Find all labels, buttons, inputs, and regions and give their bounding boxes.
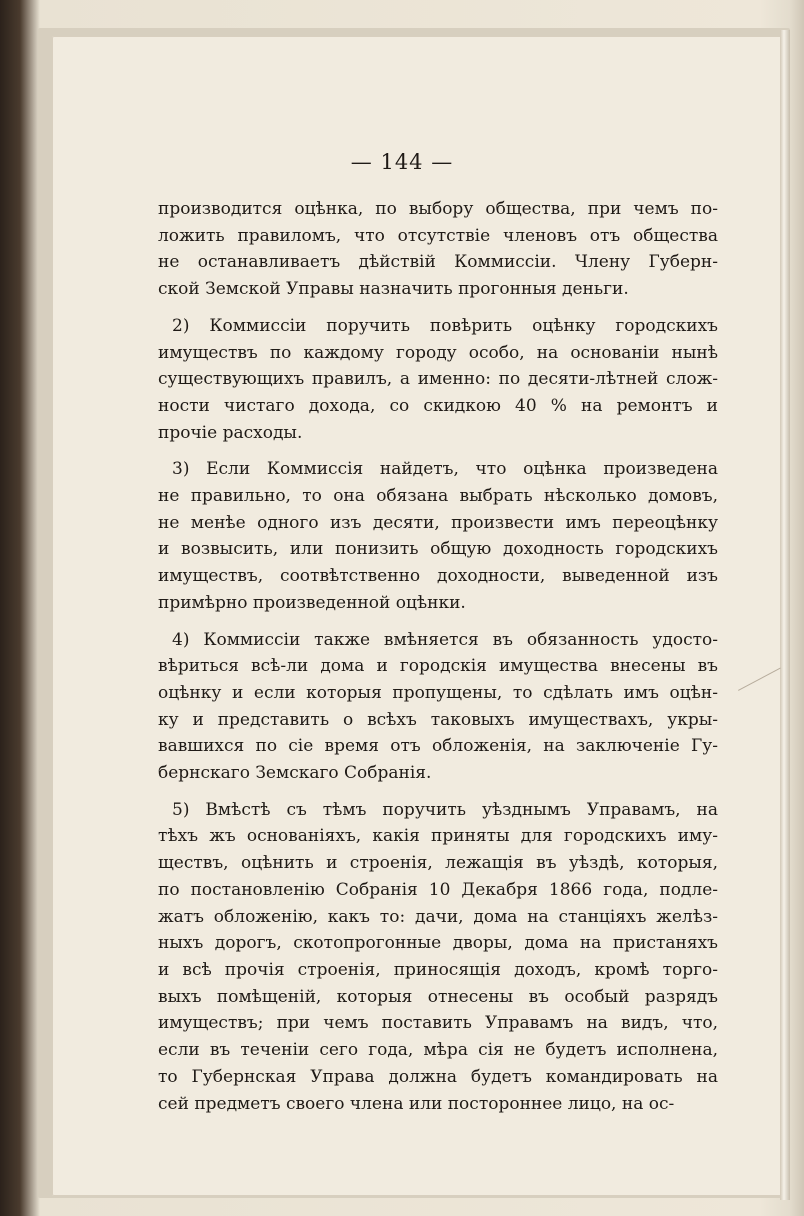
text-line: примѣрно произведенной оцѣнки. xyxy=(158,592,466,613)
text-line: если въ теченіи сего года, мѣра сія не будетъ исполнена, xyxy=(158,1040,718,1061)
text-line: ской Земской Управы назначить прогонныя деньги. xyxy=(158,279,629,300)
text-line: то Губернская Управа должна будетъ командировать на xyxy=(158,1066,718,1087)
text-line: и возвысить, или понизить общую доходность городскихъ xyxy=(158,539,718,560)
text-line: ложить правиломъ, что отсутствіе членовъ отъ общества xyxy=(158,225,718,246)
text-line: бернскаго Земскаго Собранія. xyxy=(158,763,432,784)
text-line: не правильно, то она обязана выбрать нѣсколько домовъ, xyxy=(158,486,718,507)
text-line: жатъ обложенію, какъ то: дачи, дома на станціяхъ желѣз- xyxy=(158,906,718,927)
text-line: не менѣе одного изъ десяти, произвести имъ переоцѣнку xyxy=(158,512,718,533)
paragraph-2 xyxy=(158,313,718,447)
text-line: сей предметъ своего члена или постороннее лицо, на ос- xyxy=(158,1093,675,1114)
text-line: прочіе расходы. xyxy=(158,422,303,443)
text-line: по постановленію Собранія 10 Декабря 1866 года, подле- xyxy=(158,879,718,900)
text-line: выхъ помѣщеній, которыя отнесены въ особый разрядъ xyxy=(158,986,718,1007)
text-line: и всѣ прочія строенія, приносящія доходъ, кромѣ торго- xyxy=(158,959,718,980)
paragraph-3 xyxy=(158,456,718,616)
page-number: — 144 — xyxy=(350,150,454,174)
text-line: имуществъ, соотвѣтственно доходности, выведенной изъ xyxy=(158,566,718,587)
page-edge xyxy=(780,30,790,1200)
paragraph-5 xyxy=(158,797,718,1117)
text-line: ществъ, оцѣнить и строенія, лежащія въ уѣздѣ, которыя, xyxy=(158,853,718,874)
text-line: вѣриться всѣ-ли дома и городскія имущества внесены въ xyxy=(158,656,718,677)
text-line: производится оцѣнка, по выбору общества, при чемъ по- xyxy=(158,199,718,219)
text-line: оцѣнку и если которыя пропущены, то сдѣлать имъ оцѣн- xyxy=(158,682,718,703)
text-line: ности чистаго дохода, со скидкою 40 % на ремонтъ и xyxy=(158,395,718,416)
text-line: ныхъ дорогъ, скотопрогонные дворы, дома на пристаняхъ xyxy=(158,933,718,954)
text-line: тѣхъ жъ основаніяхъ, какія приняты для городскихъ иму- xyxy=(158,826,718,847)
paragraph-4 xyxy=(158,627,718,787)
text-line: 5) Вмѣстѣ съ тѣмъ поручить уѣзднымъ Управамъ, на xyxy=(172,799,718,820)
text-line: 4) Коммиссіи также вмѣняется въ обязанность удосто- xyxy=(172,629,718,650)
text-line: вавшихся по сіе время отъ обложенія, на заключеніе Гу- xyxy=(158,736,718,757)
text-line: имуществъ по каждому городу особо, на основаніи нынѣ xyxy=(158,342,718,363)
text-line: существующихъ правилъ, а именно: по десяти-лѣтней слож- xyxy=(158,369,718,390)
page-text xyxy=(158,196,718,1127)
text-line: 3) Если Коммиссія найдетъ, что оцѣнка произведена xyxy=(172,459,718,480)
paragraph-1 xyxy=(158,196,718,303)
text-line: 2) Коммиссіи поручить повѣрить оцѣнку городскихъ xyxy=(172,315,718,336)
text-line: ку и представить о всѣхъ таковыхъ имуществахъ, укры- xyxy=(158,709,718,730)
text-line: не останавливаетъ дѣйствій Коммиссіи. Члену Губерн- xyxy=(158,252,718,273)
text-line: имуществъ; при чемъ поставить Управамъ на видъ, что, xyxy=(158,1013,718,1034)
